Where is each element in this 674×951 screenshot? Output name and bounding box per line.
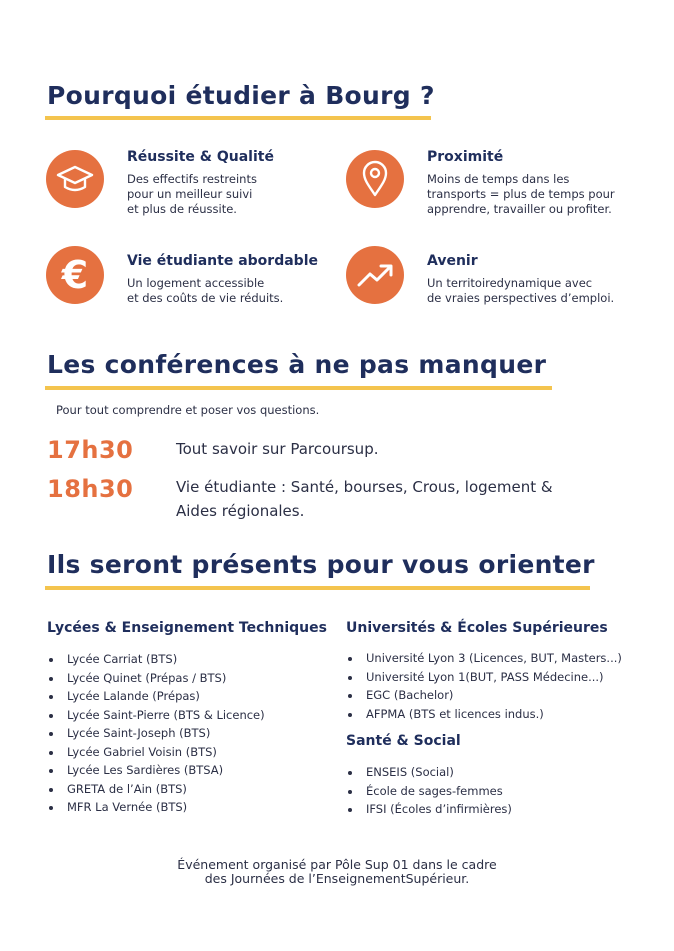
list-item: Lycée Carriat (BTS)	[47, 650, 265, 669]
footer-note	[0, 858, 674, 886]
feature-title-avenir: Avenir	[427, 253, 478, 269]
conference-time: 17h30	[47, 436, 134, 464]
list-item: EGC (Bachelor)	[346, 686, 622, 705]
list-item: ENSEIS (Social)	[346, 763, 512, 782]
title-underline	[45, 116, 431, 120]
list-item: Lycée Gabriel Voisin (BTS)	[47, 743, 265, 762]
title-underline	[45, 386, 552, 390]
universites-list	[346, 649, 622, 723]
conference-description: Tout savoir sur Parcoursup.	[176, 440, 379, 458]
feature-text-avenir: Un territoiredynamique avec de vraies perspectives d’emploi.	[427, 276, 615, 305]
feature-title-vie-etudiante: Vie étudiante abordable	[127, 253, 318, 269]
list-item: Université Lyon 1(BUT, PASS Médecine...)	[346, 668, 622, 687]
list-item: AFPMA (BTS et licences indus.)	[346, 705, 622, 724]
section-title-presents: Ils seront présents pour vous orienter	[47, 550, 595, 579]
column-title-universites: Universités & Écoles Supérieures	[346, 620, 608, 636]
list-item: Lycée Lalande (Prépas)	[47, 687, 265, 706]
feature-title-proximite: Proximité	[427, 149, 504, 165]
list-item: École de sages-femmes	[346, 782, 512, 801]
conference-time: 18h30	[47, 475, 134, 503]
list-item: Université Lyon 3 (Licences, BUT, Masters...)	[346, 649, 622, 668]
feature-text-reussite: Des effectifs restreints pour un meilleur suivi et plus de réussite.	[127, 172, 257, 216]
list-item: Lycée Les Sardières (BTSA)	[47, 761, 265, 780]
footer-line-1: Événement organisé par Pôle Sup 01 dans le cadre	[177, 857, 497, 872]
feature-text-vie-etudiante: Un logement accessible et des coûts de vie réduits.	[127, 276, 284, 305]
euro-icon: €	[46, 246, 104, 304]
list-item: IFSI (Écoles d’infirmières)	[346, 800, 512, 819]
conferences-intro: Pour tout comprendre et poser vos questions.	[56, 403, 320, 417]
section-title-conferences: Les conférences à ne pas manquer	[47, 350, 547, 379]
feature-title-reussite: Réussite & Qualité	[127, 149, 274, 165]
column-title-sante-social: Santé & Social	[346, 733, 461, 749]
graduation-cap-icon	[46, 150, 104, 208]
section-title-why-bourg: Pourquoi étudier à Bourg ?	[47, 81, 435, 110]
conference-description: Vie étudiante : Santé, bourses, Crous, logement & Aides régionales.	[176, 478, 553, 520]
footer-line-2: des Journées de l’EnseignementSupérieur.	[204, 871, 470, 886]
feature-text-proximite: Moins de temps dans les transports = plus de temps pour apprendre, travailler ou profiter.	[427, 172, 615, 216]
list-item: GRETA de l’Ain (BTS)	[47, 780, 265, 799]
lycees-list	[47, 650, 265, 817]
list-item: MFR La Vernée (BTS)	[47, 798, 265, 817]
list-item: Lycée Saint-Pierre (BTS & Licence)	[47, 706, 265, 725]
list-item: Lycée Quinet (Prépas / BTS)	[47, 669, 265, 688]
list-item: Lycée Saint-Joseph (BTS)	[47, 724, 265, 743]
title-underline	[45, 586, 590, 590]
sante-social-list	[346, 763, 512, 819]
trending-up-icon	[346, 246, 404, 304]
location-pin-icon	[346, 150, 404, 208]
column-title-lycees: Lycées & Enseignement Techniques	[47, 620, 327, 636]
